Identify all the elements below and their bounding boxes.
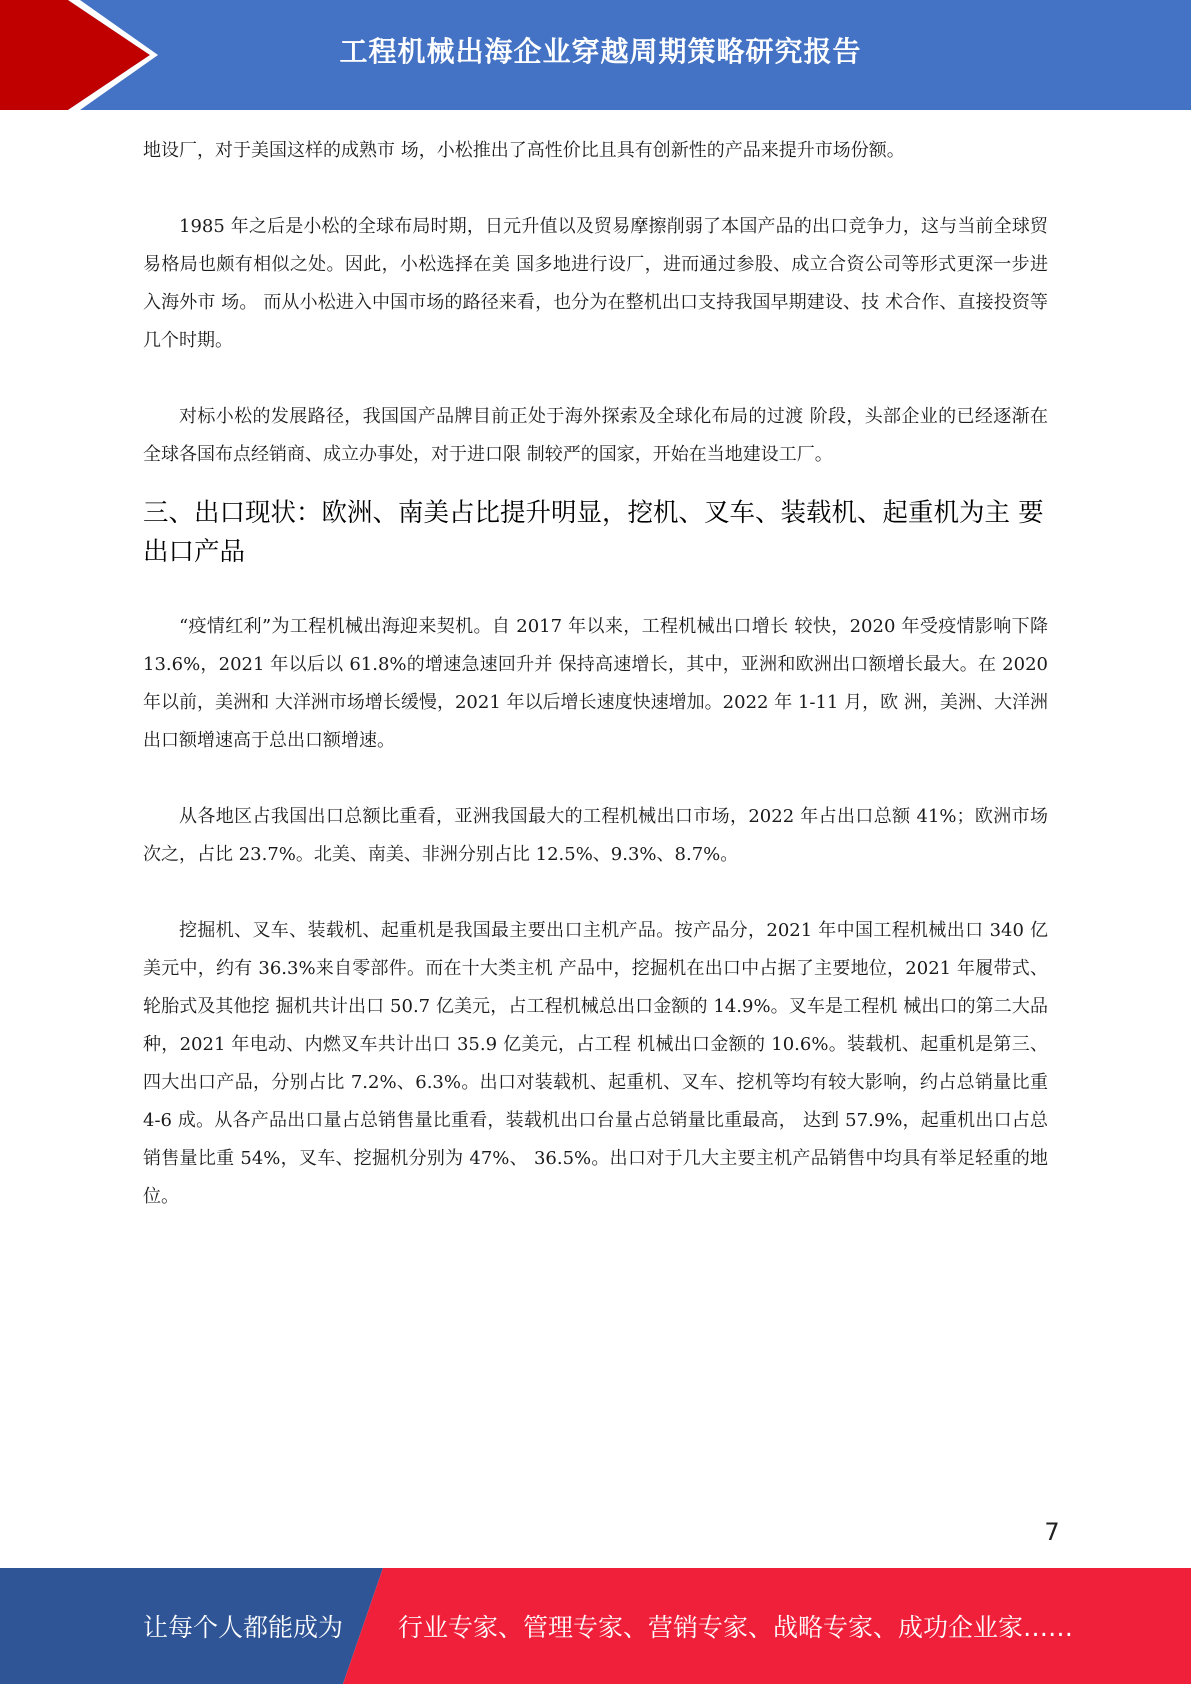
page-content (143, 132, 1048, 1216)
paragraph-1: 地设厂，对于美国这样的成熟市 场，小松推出了高性价比且具有创新性的产品来提升市场份额。 (143, 140, 905, 161)
paragraph-2: 1985 年之后是小松的全球布局时期，日元升值以及贸易摩擦削弱了本国产品的出口竞争力，这与当前全球贸易格局也颇有相似之处。因此，小松选择在美 国多地进行设厂，进而通过参股、成立合资公司等形式更深一步进入海外市 场。 而从小松进入中国市场的路径来看，也分为在整机出口支持我国早期建设、技 术合作、直接投资等几个时期。 (143, 216, 1048, 351)
page-header (0, 0, 1191, 110)
page-footer (0, 1568, 1191, 1684)
footer-slogan-right: 行业专家、管理专家、营销专家、战略专家、成功企业家…… (398, 1613, 1074, 1642)
paragraph-6: 挖掘机、叉车、装载机、起重机是我国最主要出口主机产品。按产品分，2021 年中国工程机械出口 340 亿美元中，约有 36.3%来自零部件。而在十大类主机 产品中，挖掘机在出口中占据了主要地位，2021 年履带式、轮胎式及其他挖 掘机共计出口 50.7 亿美元，占工程机械总出口金额的 14.9%。叉车是工程机 械出口的第二大品种，2021 年电动、内燃叉车共计出口 35.9 亿美元，占工程 机械出口金额的 10.6%。装载机、起重机是第三、四大出口产品，分别占比 7.2%、6.3%。出口对装载机、起重机、叉车、挖机等均有较大影响，约占总销量比重 4-6 成。从各产品出口量占总销售量比重看，装载机出口台量占总销量比重最高， 达到 57.9%，起重机出口占总销售量比重 54%，叉车、挖掘机分别为 47%、 36.5%。出口对于几大主要主机产品销售中均具有举足轻重的地位。 (143, 920, 1048, 1207)
paragraph-3: 对标小松的发展路径，我国国产品牌目前正处于海外探索及全球化布局的过渡 阶段，头部企业的已经逐渐在全球各国布点经销商、成立办事处，对于进口限 制较严的国家，开始在当地建设工厂。 (143, 406, 1048, 465)
footer-slogan-left: 让每个人都能成为 (143, 1613, 344, 1642)
paragraph-4: “疫情红利”为工程机械出海迎来契机。自 2017 年以来，工程机械出口增长 较快，2020 年受疫情影响下降 13.6%，2021 年以后以 61.8%的增速急速回升并 保持高速增长，其中，亚洲和欧洲出口额增长最大。在 2020 年以前，美洲和 大洋洲市场增长缓慢，2021 年以后增长速度快速增加。2022 年 1-11 月，欧 洲，美洲、大洋洲出口额增速高于总出口额增速。 (143, 616, 1048, 751)
page-number: 7 (1044, 1518, 1060, 1546)
report-title: 工程机械出海企业穿越周期策略研究报告 (339, 35, 862, 68)
paragraph-5: 从各地区占我国出口总额比重看，亚洲我国最大的工程机械出口市场，2022 年占出口总额 41%；欧洲市场次之，占比 23.7%。北美、南美、非洲分别占比 12.5%、9.3%、8.7%。 (143, 806, 1048, 865)
section-heading: 三、出口现状：欧洲、南美占比提升明显，挖机、叉车、装载机、起重机为主 要出口产品 (143, 498, 1044, 567)
